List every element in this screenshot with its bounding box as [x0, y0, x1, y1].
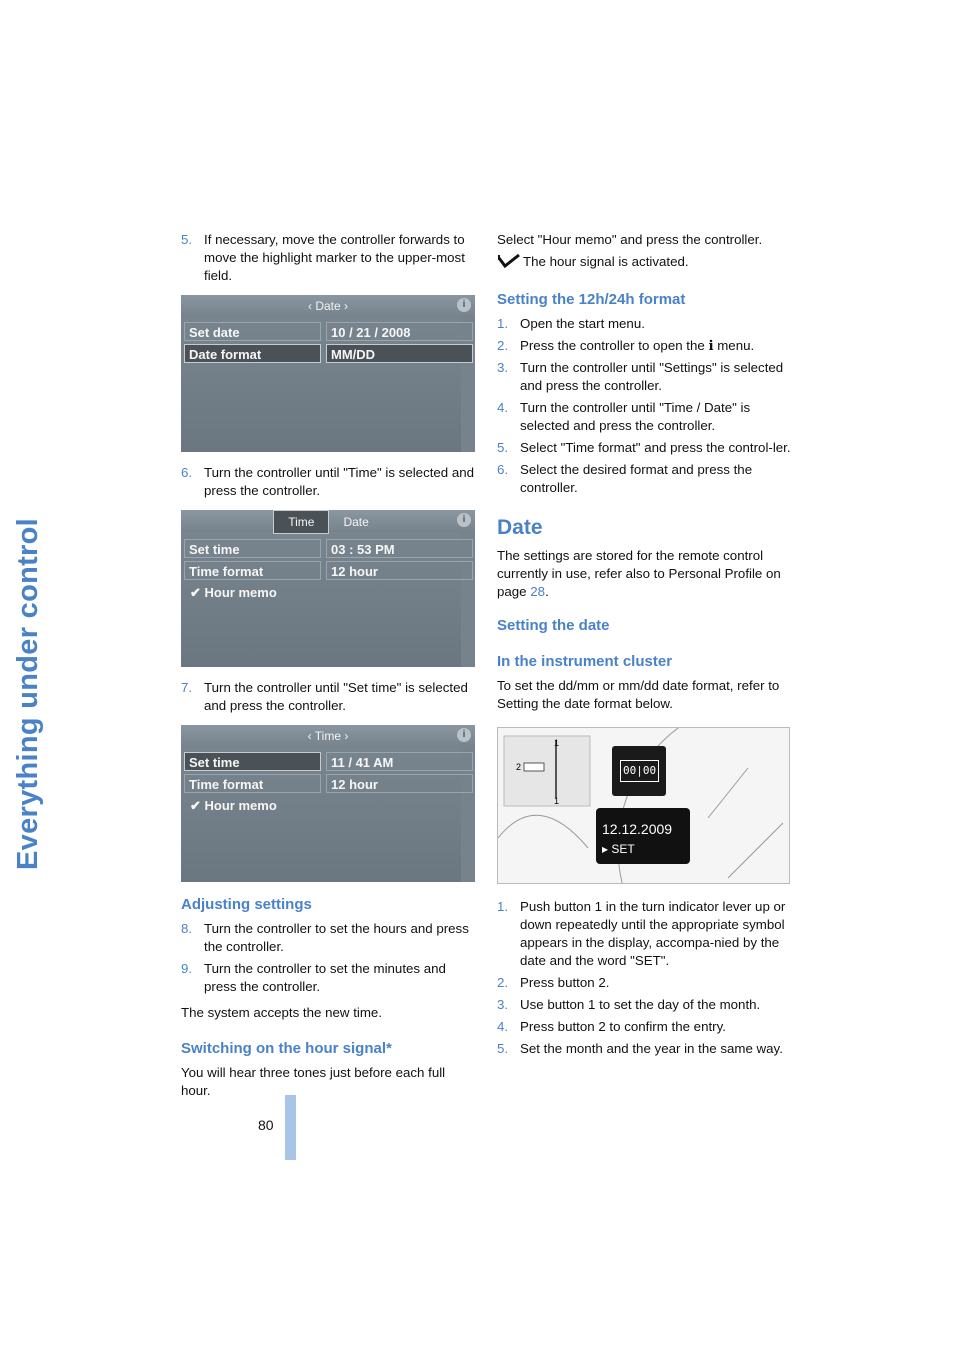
- instrument-intro: To set the dd/mm or mm/dd date format, refer to Setting the date format below.: [497, 678, 780, 711]
- hour-memo-row: ✔ Hour memo: [190, 585, 277, 600]
- heading-date: Date: [497, 516, 543, 539]
- activated-text: The hour signal is activated.: [497, 253, 792, 273]
- page-number: 80: [258, 1117, 274, 1133]
- format-step: 6. Select the desired format and press the controller.: [497, 462, 753, 495]
- display-icon-panel: 00|00: [612, 746, 666, 796]
- set-time-screenshot: ‹ Time › i Set time 11 / 41 AM Time format 12 hour ✔ Hour memo: [181, 725, 475, 882]
- menu-row: Set time 11 / 41 AM: [184, 752, 464, 771]
- heading-hour-signal: Switching on the hour signal*: [181, 1040, 392, 1057]
- checkmark-icon: [497, 254, 523, 273]
- date-intro: The settings are stored for the remote control currently in use, refer also to Personal Profile on page 28.: [497, 548, 781, 599]
- format-step: 3. Turn the controller until "Settings" is selected and press the controller.: [497, 360, 784, 393]
- step-6: 6. Turn the controller until "Time" is selected and press the controller.: [181, 465, 475, 498]
- heading-instrument-cluster: In the instrument cluster: [497, 653, 673, 670]
- hour-memo-row: ✔ Hour memo: [190, 798, 277, 813]
- step-9: 9. Turn the controller to set the minutes and press the controller.: [181, 961, 446, 994]
- menu-row: Time format 12 hour: [184, 561, 464, 580]
- right-column: [497, 231, 792, 1062]
- cluster-display: 12.12.2009 ▸ SET: [596, 808, 690, 864]
- format-step: 5. Select "Time format" and press the control-ler.: [497, 440, 791, 455]
- date-step: 5. Set the month and the year in the same way.: [497, 1041, 783, 1056]
- heading-adjusting-settings: Adjusting settings: [181, 896, 312, 913]
- date-step: 1. Push button 1 in the turn indicator lever up or down repeatedly until the appropriate symbol appears in the display, accompa-nied by the date and the word "SET".: [497, 899, 786, 968]
- menu-row: Set date 10 / 21 / 2008: [184, 322, 464, 341]
- step-5: 5. If necessary, move the controller forwards to move the highlight marker to the upper-most field.: [181, 232, 465, 283]
- date-menu-screenshot: ‹ Date › i Set date 10 / 21 / 2008 Date format MM/DD: [181, 295, 475, 452]
- heading-12h-24h-format: Setting the 12h/24h format: [497, 291, 686, 308]
- info-icon: i: [457, 513, 471, 527]
- svg-text:1: 1: [554, 796, 560, 806]
- date-step: 2. Press button 2.: [497, 975, 610, 990]
- left-column: [181, 231, 475, 1104]
- step-7: 7. Turn the controller until "Set time" is selected and press the controller.: [181, 680, 468, 713]
- checkmark-icon: ✔: [190, 798, 201, 813]
- format-step: 1. Open the start menu.: [497, 316, 645, 331]
- select-memo-text: Select "Hour memo" and press the controller.: [497, 232, 763, 247]
- tones-text: You will hear three tones just before each full hour.: [181, 1065, 446, 1098]
- step-8: 8. Turn the controller to set the hours and press the controller.: [181, 921, 469, 954]
- checkmark-icon: ✔: [190, 585, 201, 600]
- menu-row: Date format MM/DD: [184, 344, 464, 363]
- info-icon: i: [457, 298, 471, 312]
- info-icon: i: [457, 728, 471, 742]
- heading-setting-the-date: Setting the date: [497, 617, 610, 634]
- svg-text:1: 1: [554, 738, 560, 748]
- time-menu-screenshot: Time Date i Set time 03 : 53 PM Time format 12 hour ✔ Hour memo: [181, 510, 475, 667]
- svg-text:2: 2: [516, 762, 522, 772]
- menu-row: Set time 03 : 53 PM: [184, 539, 464, 558]
- date-step: 4. Press button 2 to confirm the entry.: [497, 1019, 726, 1034]
- format-step: 2. Press the controller to open the ℹ menu.: [497, 338, 755, 353]
- page-marker-bar: [285, 1095, 296, 1160]
- date-step: 3. Use button 1 to set the day of the month.: [497, 997, 761, 1012]
- side-section-title: Everything under control: [12, 517, 44, 870]
- menu-row: Time format 12 hour: [184, 774, 464, 793]
- accepts-text: The system accepts the new time.: [181, 1005, 383, 1020]
- instrument-cluster-illustration: [497, 727, 790, 884]
- page-link[interactable]: 28: [530, 584, 546, 599]
- format-step: 4. Turn the controller until "Time / Date" is selected and press the controller.: [497, 400, 751, 433]
